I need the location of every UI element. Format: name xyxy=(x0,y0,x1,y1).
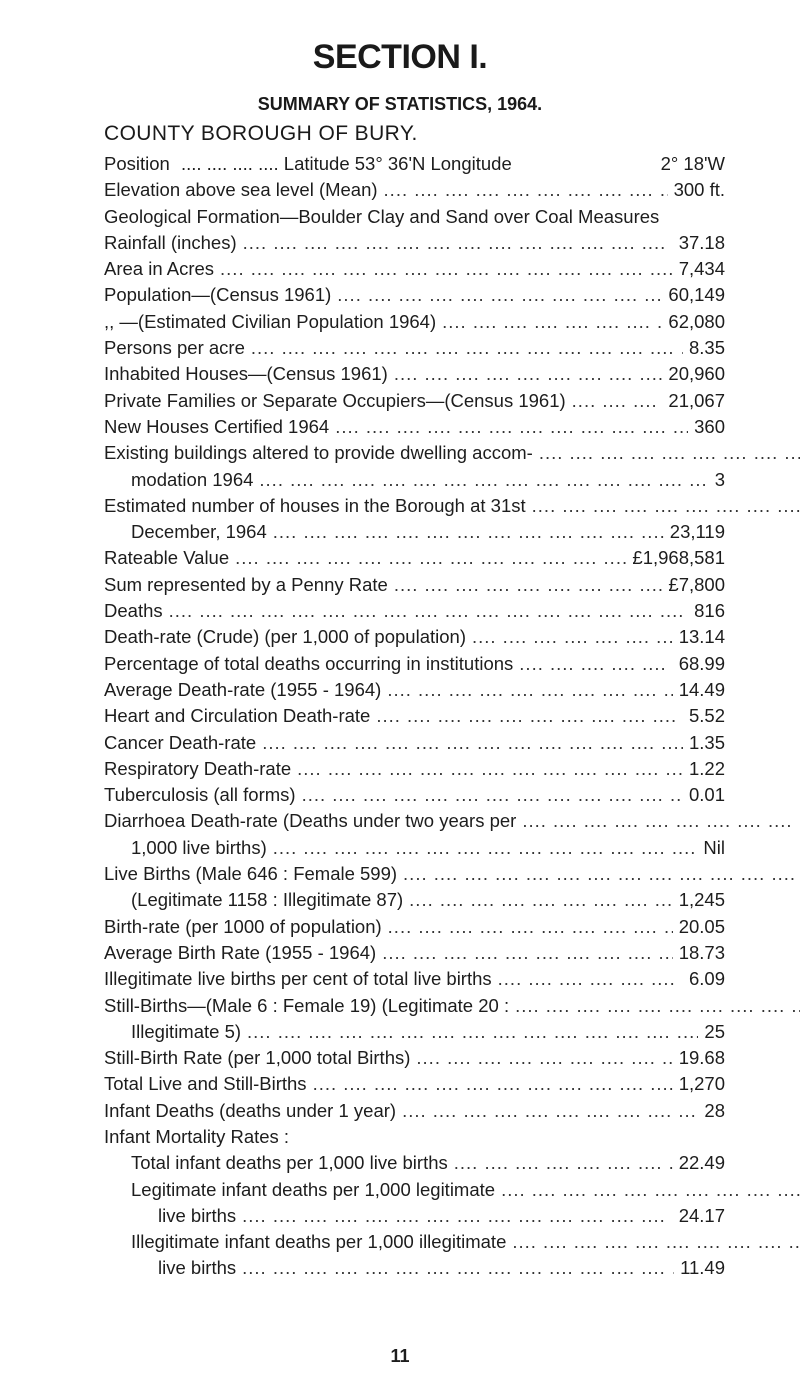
page-number: 11 xyxy=(390,1346,410,1366)
section-title: SECTION I. xyxy=(312,38,488,76)
statistic-value: 3 xyxy=(709,467,725,493)
statistic-row xyxy=(104,177,725,203)
statistic-label-continuation xyxy=(104,467,725,493)
statistic-label-continuation-text: modation 1964 xyxy=(131,469,259,490)
statistic-label-text: Diarrhoea Death-rate (Deaths under two years per xyxy=(104,810,522,831)
statistic-label-text: Birth-rate (per 1000 of population) xyxy=(104,916,388,937)
statistic-value: Nil xyxy=(697,835,725,861)
statistic-row xyxy=(104,1124,725,1150)
statistic-label-text: ,, —(Estimated Civilian Population 1964) xyxy=(104,311,442,332)
statistic-value: 20,960 xyxy=(662,361,725,387)
statistic-label-text: Percentage of total deaths occurring in institutions xyxy=(104,653,519,674)
statistic-label xyxy=(104,177,725,203)
statistic-row xyxy=(104,677,725,703)
statistic-row xyxy=(104,204,725,230)
statistic-label-text: Area in Acres xyxy=(104,258,220,279)
statistic-label-text: Estimated number of houses in the Borough at 31st xyxy=(104,495,532,516)
statistic-label xyxy=(104,151,725,177)
statistic-label-text: Heart and Circulation Death-rate xyxy=(104,705,376,726)
statistic-row xyxy=(104,361,725,387)
position-latitude-longitude: Latitude 53° 36'N Longitude xyxy=(283,153,512,174)
statistic-label-continuation xyxy=(104,887,725,913)
statistic-row xyxy=(104,703,725,729)
statistic-label xyxy=(104,624,725,650)
statistic-label xyxy=(104,572,725,598)
statistic-value: 62,080 xyxy=(662,309,725,335)
statistic-label-text: Illegitimate infant deaths per 1,000 illegitimate xyxy=(131,1231,512,1252)
statistic-label xyxy=(104,914,725,940)
statistic-label xyxy=(104,940,725,966)
statistic-label-text: Death-rate (Crude) (per 1,000 of population) xyxy=(104,626,472,647)
statistic-label-text: Position xyxy=(104,153,176,174)
statistic-row xyxy=(104,651,725,677)
statistic-value: £7,800 xyxy=(662,572,725,598)
statistic-row xyxy=(104,282,725,308)
statistic-label-text: Deaths xyxy=(104,600,169,621)
statistic-value: 19.68 xyxy=(673,1045,725,1071)
statistic-value: 20.05 xyxy=(673,914,725,940)
statistic-label-text: Geological Formation—Boulder Clay and Sand over Coal Measures xyxy=(104,206,665,227)
statistic-label-text: Illegitimate live births per cent of total live births xyxy=(104,968,498,989)
statistic-label xyxy=(104,309,725,335)
statistic-value: 24.17 xyxy=(673,1203,725,1229)
statistic-label xyxy=(104,388,725,414)
statistic-label-continuation xyxy=(104,1203,725,1229)
statistic-row xyxy=(104,756,725,782)
statistic-label-text: Existing buildings altered to provide dwelling accom- xyxy=(104,442,539,463)
statistic-row xyxy=(104,545,725,571)
statistic-value: 37.18 xyxy=(673,230,725,256)
statistic-label-continuation-text: Illegitimate 5) xyxy=(131,1021,247,1042)
leader-dots: .... .... .... .... xyxy=(175,153,284,174)
statistic-value: 816 xyxy=(688,598,725,624)
statistic-value: 1.35 xyxy=(683,730,725,756)
statistic-label xyxy=(104,808,725,834)
statistic-row xyxy=(104,151,725,177)
statistic-value: 28 xyxy=(698,1098,725,1124)
statistic-label xyxy=(104,230,725,256)
statistic-row xyxy=(104,730,725,756)
statistic-row xyxy=(104,493,725,546)
statistic-value: 1,270 xyxy=(673,1071,725,1097)
statistic-label xyxy=(104,1098,725,1124)
statistic-row xyxy=(104,966,725,992)
statistic-row xyxy=(104,940,725,966)
statistic-label xyxy=(104,677,725,703)
statistic-value: 360 xyxy=(688,414,725,440)
statistic-label xyxy=(104,204,725,230)
statistic-value: 23,119 xyxy=(664,519,725,545)
statistic-value: £1,968,581 xyxy=(626,545,725,571)
statistic-value: 25 xyxy=(698,1019,725,1045)
statistic-label xyxy=(104,598,725,624)
statistic-label-text: Population—(Census 1961) xyxy=(104,284,337,305)
statistic-label-continuation-text: (Legitimate 1158 : Illegitimate 87) xyxy=(131,889,409,910)
statistic-label-text: Still-Births—(Male 6 : Female 19) (Legitimate 20 : xyxy=(104,995,515,1016)
statistic-label xyxy=(104,861,725,887)
statistic-label xyxy=(104,1177,725,1203)
statistic-label-text: Still-Birth Rate (per 1,000 total Births) xyxy=(104,1047,416,1068)
statistic-row xyxy=(104,914,725,940)
statistic-row xyxy=(104,861,725,914)
statistic-label-text: Average Birth Rate (1955 - 1964) xyxy=(104,942,382,963)
statistic-label-text: Live Births (Male 646 : Female 599) xyxy=(104,863,403,884)
statistic-label xyxy=(104,1124,725,1150)
statistic-label-text: Inhabited Houses—(Census 1961) xyxy=(104,363,394,384)
statistic-label-continuation-text: live births xyxy=(158,1205,242,1226)
statistic-value: 14.49 xyxy=(673,677,725,703)
statistic-row xyxy=(104,624,725,650)
statistic-row xyxy=(104,808,725,861)
statistic-label xyxy=(104,993,725,1019)
statistic-label xyxy=(104,703,725,729)
statistic-row xyxy=(104,782,725,808)
statistic-value: 5.52 xyxy=(683,703,725,729)
statistic-label-continuation xyxy=(104,1019,725,1045)
statistic-row xyxy=(104,256,725,282)
statistic-label xyxy=(104,1229,725,1255)
statistic-label xyxy=(104,730,725,756)
statistic-label-text: New Houses Certified 1964 xyxy=(104,416,335,437)
statistic-row xyxy=(104,440,725,493)
statistic-label-text: Sum represented by a Penny Rate xyxy=(104,574,394,595)
statistic-label xyxy=(104,966,725,992)
statistic-label xyxy=(104,282,725,308)
statistic-value: 1,245 xyxy=(673,887,725,913)
statistic-label-continuation xyxy=(104,519,725,545)
statistic-label xyxy=(104,256,725,282)
statistic-label-text: Tuberculosis (all forms) xyxy=(104,784,302,805)
statistic-label xyxy=(104,361,725,387)
statistic-label-continuation-text: December, 1964 xyxy=(131,521,273,542)
statistic-label-continuation xyxy=(104,835,725,861)
statistic-row xyxy=(104,1177,725,1230)
statistic-label-text: Rateable Value xyxy=(104,547,235,568)
statistic-label-text: Infant Mortality Rates : xyxy=(104,1126,295,1147)
statistic-label-text: Cancer Death-rate xyxy=(104,732,262,753)
statistic-label-text: Elevation above sea level (Mean) xyxy=(104,179,384,200)
statistic-label xyxy=(104,440,725,466)
statistic-label-text: Persons per acre xyxy=(104,337,251,358)
statistic-row xyxy=(104,230,725,256)
statistics-list xyxy=(104,151,725,1282)
statistic-label xyxy=(104,493,725,519)
statistic-label-continuation-text: live births xyxy=(158,1257,242,1278)
statistic-label-continuation xyxy=(104,1255,725,1281)
county-title: COUNTY BOROUGH OF BURY. xyxy=(104,122,418,145)
statistic-label xyxy=(104,1045,725,1071)
statistic-row xyxy=(104,1071,725,1097)
statistic-row xyxy=(104,598,725,624)
statistic-label xyxy=(104,1071,725,1097)
summary-title: SUMMARY OF STATISTICS, 1964. xyxy=(257,94,543,114)
statistic-label xyxy=(104,782,725,808)
statistic-value: 2° 18'W xyxy=(655,151,725,177)
statistic-value: 18.73 xyxy=(673,940,725,966)
statistic-value: 68.99 xyxy=(673,651,725,677)
statistic-row xyxy=(104,414,725,440)
statistic-label xyxy=(104,756,725,782)
statistic-label-text: Infant Deaths (deaths under 1 year) xyxy=(104,1100,402,1121)
statistic-label-text: Total infant deaths per 1,000 live births xyxy=(131,1152,454,1173)
statistic-value: 6.09 xyxy=(683,966,725,992)
statistic-row xyxy=(104,335,725,361)
statistic-row xyxy=(104,572,725,598)
statistic-row xyxy=(104,1045,725,1071)
statistic-row xyxy=(104,993,725,1046)
statistic-value: 60,149 xyxy=(662,282,725,308)
statistic-value: 7,434 xyxy=(673,256,725,282)
statistic-row xyxy=(104,1229,725,1282)
statistic-label xyxy=(104,335,725,361)
statistic-value: 11.49 xyxy=(674,1255,725,1281)
statistic-label-continuation-text: 1,000 live births) xyxy=(131,837,273,858)
statistic-label xyxy=(104,414,725,440)
statistic-label-text: Legitimate infant deaths per 1,000 legitimate xyxy=(131,1179,501,1200)
statistic-label-text: Private Families or Separate Occupiers—(Census 1961) xyxy=(104,390,572,411)
statistic-row xyxy=(104,388,725,414)
statistic-row xyxy=(104,1150,725,1176)
statistic-value: 300 ft. xyxy=(668,177,725,203)
statistic-value: 13.14 xyxy=(673,624,725,650)
statistic-label-text: Total Live and Still-Births xyxy=(104,1073,313,1094)
statistic-row xyxy=(104,1098,725,1124)
statistic-value: 0.01 xyxy=(683,782,725,808)
statistic-value: 21,067 xyxy=(662,388,725,414)
statistic-label-text: Average Death-rate (1955 - 1964) xyxy=(104,679,387,700)
statistic-label xyxy=(104,1150,725,1176)
statistic-value: 8.35 xyxy=(683,335,725,361)
statistic-label xyxy=(104,651,725,677)
statistic-row xyxy=(104,309,725,335)
statistic-label-text: Rainfall (inches) xyxy=(104,232,243,253)
statistic-value: 1.22 xyxy=(683,756,725,782)
statistic-value: 22.49 xyxy=(673,1150,725,1176)
statistic-label-text: Respiratory Death-rate xyxy=(104,758,297,779)
